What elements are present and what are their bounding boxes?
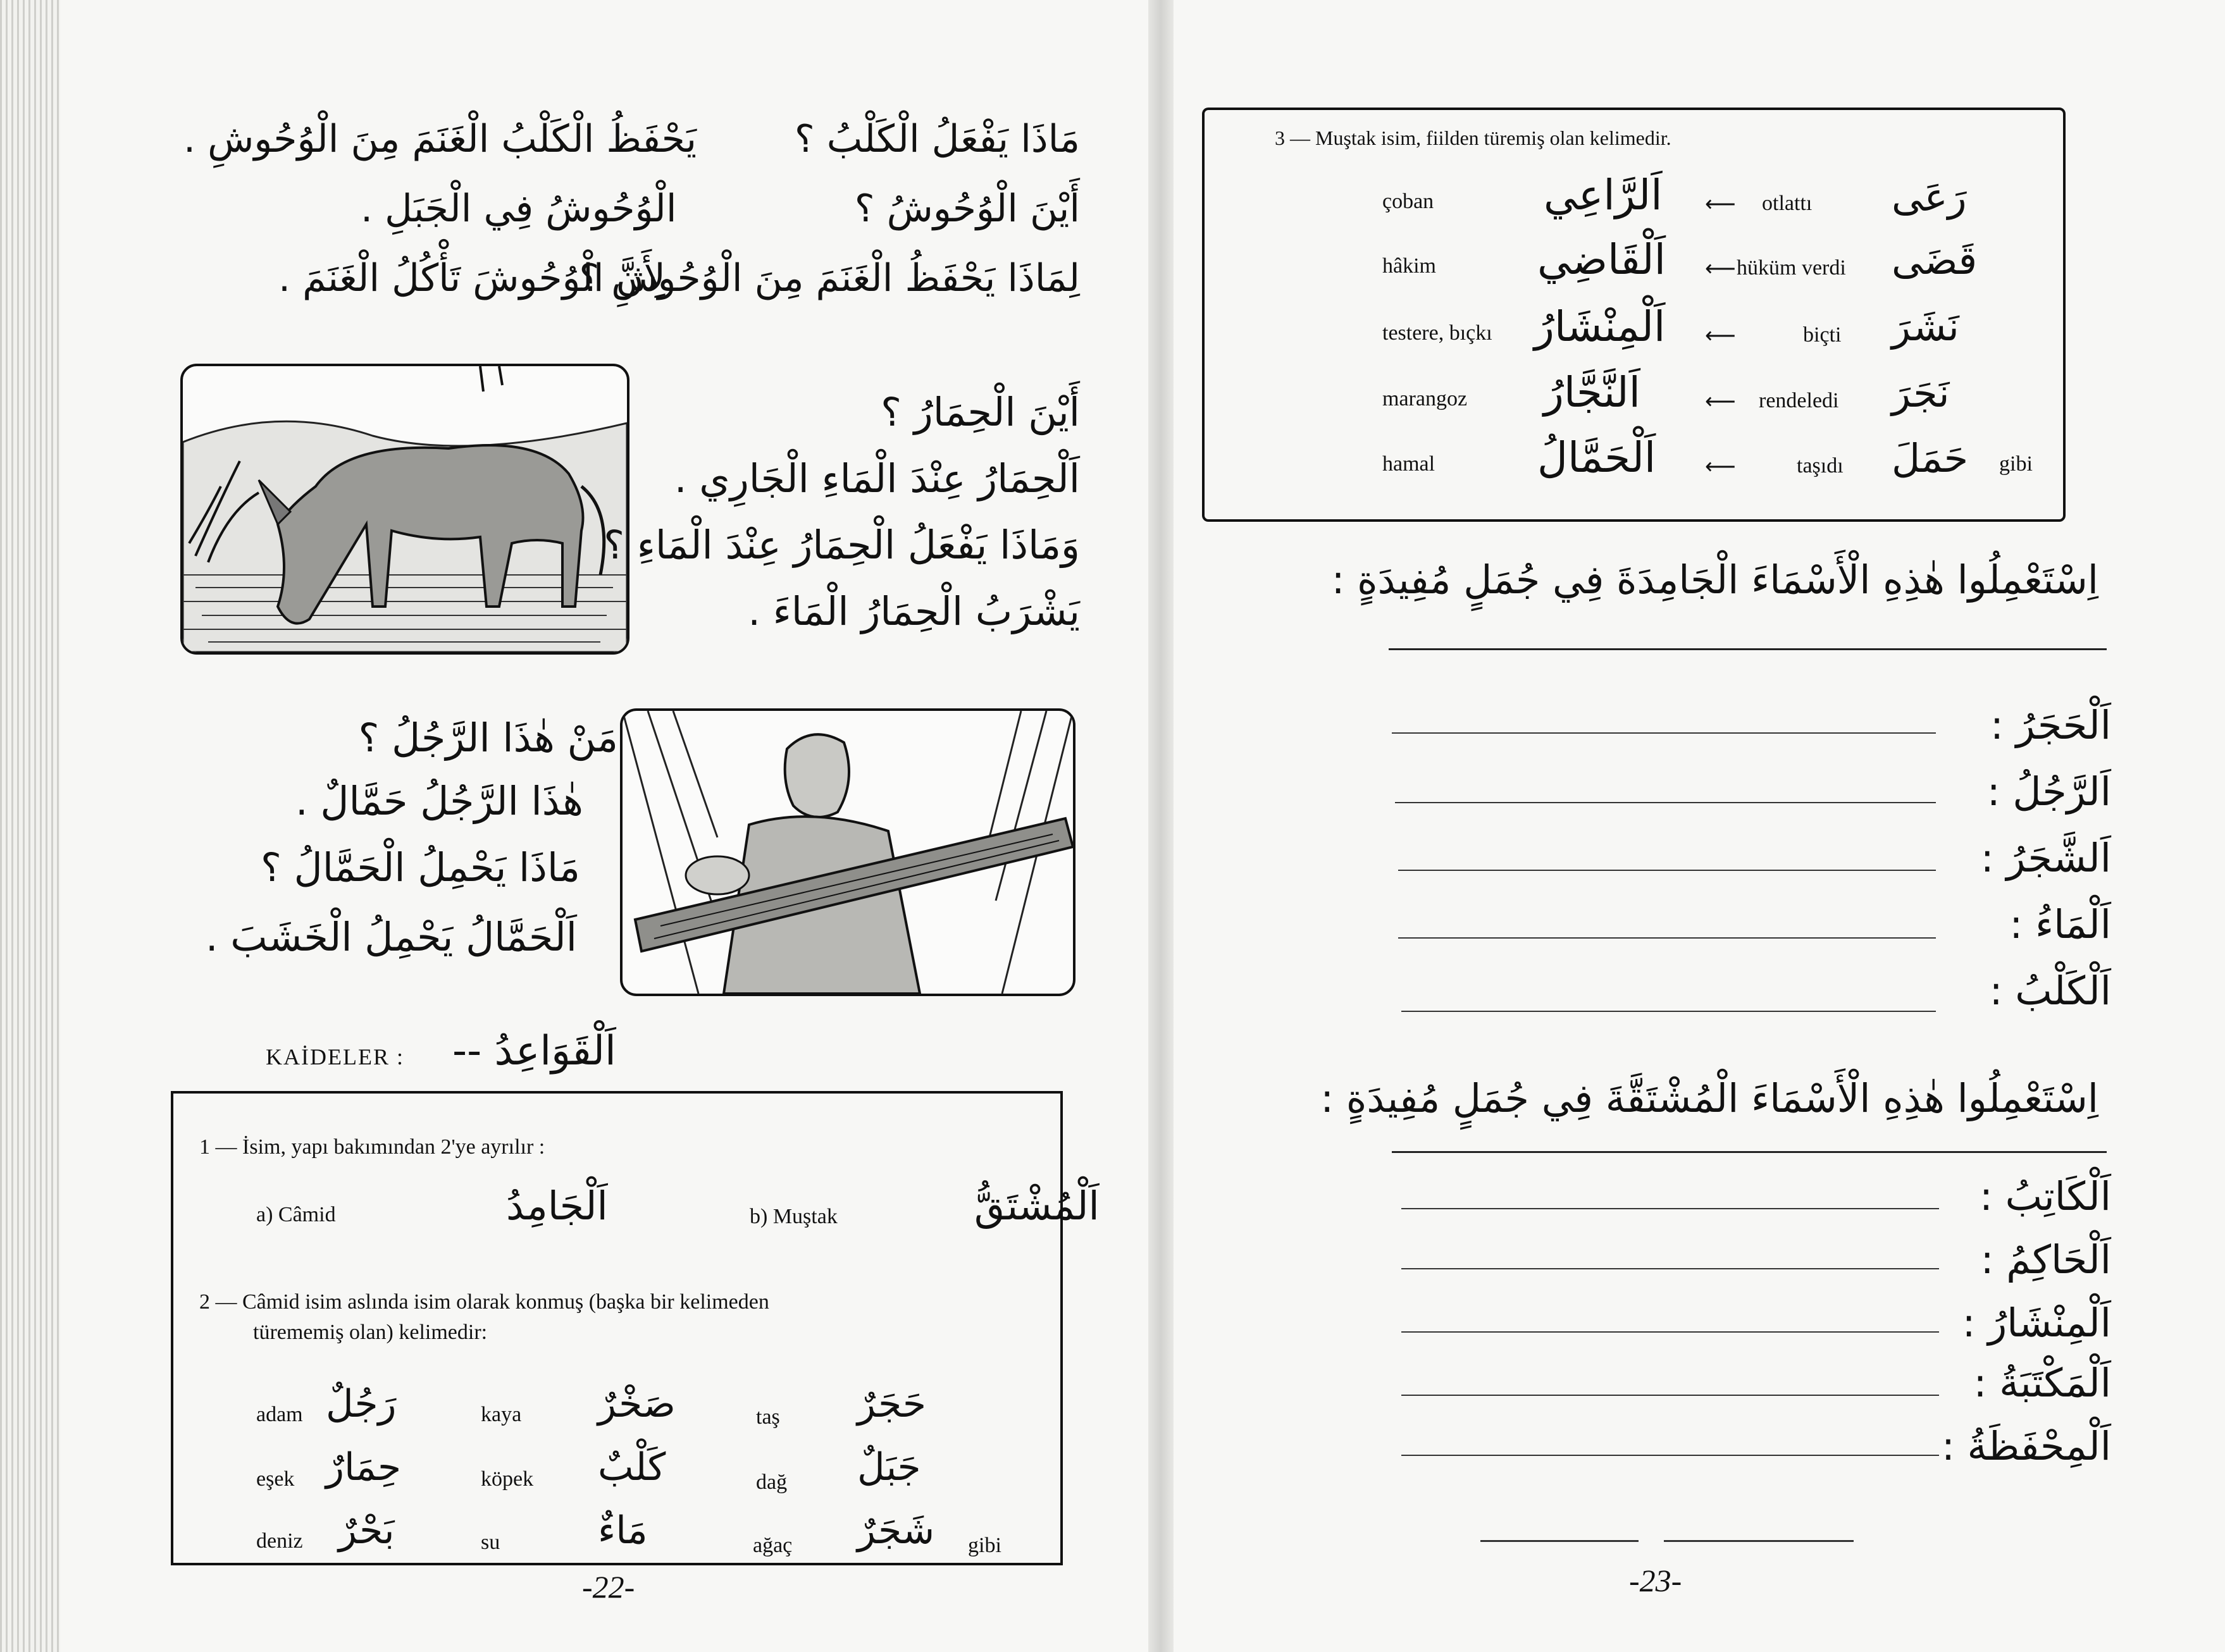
vocab-ar-dag: جَبَلٌ bbox=[857, 1445, 921, 1489]
deriv-arrow-3: ⟵ bbox=[1705, 324, 1736, 348]
ex1-answer-line-4[interactable] bbox=[1398, 937, 1936, 939]
porter-illustration bbox=[620, 708, 1075, 996]
deriv-tr-1: çoban bbox=[1382, 190, 1434, 213]
qa-dog-question-3: لِمَاذَا يَحْفَظُ الْغَنَمَ مِنَ الْوُحُوشِ ؟ bbox=[579, 256, 1080, 300]
vocab-tr-tas: taş bbox=[756, 1405, 780, 1429]
vocab-tr-agac: ağaç bbox=[753, 1534, 793, 1557]
porter-line-2: هٰذَا الرَّجُلُ حَمَّالٌ . bbox=[295, 778, 583, 824]
deriv-noun-4: اَلنَّجَّارُ bbox=[1544, 368, 1640, 417]
qa-dog-answer-2: الْوُحُوشُ فِي الْجَبَلِ . bbox=[361, 187, 677, 231]
footer-rule-right bbox=[1664, 1540, 1854, 1542]
deriv-noun-5: اَلْحَمَّالُ bbox=[1537, 433, 1656, 482]
ex2-answer-line-5[interactable] bbox=[1401, 1455, 1939, 1456]
rule-1-a-label: a) Câmid bbox=[256, 1203, 336, 1226]
ex1-answer-line-5[interactable] bbox=[1401, 1011, 1936, 1012]
donkey-illustration bbox=[180, 364, 629, 655]
deriv-meaning-2: hüküm verdi bbox=[1737, 256, 1846, 280]
vocab-gibi: gibi bbox=[968, 1534, 1001, 1557]
ex1-answer-line-2[interactable] bbox=[1395, 802, 1936, 803]
deriv-meaning-3: biçti bbox=[1803, 323, 1842, 347]
ex2-answer-line-2[interactable] bbox=[1401, 1268, 1939, 1269]
deriv-noun-3: اَلْمِنْشَارُ bbox=[1534, 302, 1666, 351]
ex1-word-3: اَلشَّجَرُ : bbox=[1980, 835, 2111, 881]
rule-3-text: 3 — Muştak isim, fiilden türemiş olan kelimedir. bbox=[1275, 126, 1671, 149]
exercise-1-underline bbox=[1389, 648, 2107, 650]
ex2-word-3: اَلْمِنْشَارُ : bbox=[1962, 1300, 2111, 1346]
ex2-answer-line-4[interactable] bbox=[1401, 1395, 1939, 1396]
ex2-word-1: اَلْكَاتِبُ : bbox=[1980, 1173, 2111, 1219]
porter-line-4: اَلْحَمَّالُ يَحْمِلُ الْخَشَبَ . bbox=[205, 914, 577, 960]
deriv-meaning-4: rendeledi bbox=[1759, 389, 1839, 412]
vocab-ar-kopek: كَلْبٌ bbox=[598, 1445, 666, 1489]
vocab-ar-agac: شَجَرٌ bbox=[857, 1508, 935, 1553]
deriv-verb-4: نَجَرَ bbox=[1892, 370, 1950, 416]
ex1-answer-line-3[interactable] bbox=[1398, 870, 1936, 871]
porter-line-3: مَاذَا يَحْمِلُ الْحَمَّالُ ؟ bbox=[261, 844, 580, 891]
deriv-noun-1: اَلرَّاعِي bbox=[1544, 171, 1663, 219]
vocab-ar-tas: حَجَرٌ bbox=[857, 1382, 926, 1426]
ex1-word-2: اَلرَّجُلُ : bbox=[1986, 768, 2111, 815]
vocab-ar-adam: رَجُلٌ bbox=[326, 1382, 397, 1426]
exercise-2-underline bbox=[1392, 1151, 2107, 1153]
book-gutter bbox=[1148, 0, 1174, 1652]
ex1-answer-line-1[interactable] bbox=[1392, 732, 1936, 734]
ex2-word-2: اَلْحَاكِمُ : bbox=[1980, 1236, 2111, 1283]
deriv-tr-4: marangoz bbox=[1382, 387, 1468, 410]
donkey-line-2: اَلْحِمَارُ عِنْدَ الْمَاءِ الْجَارِي . bbox=[674, 455, 1080, 502]
book-page-edges bbox=[0, 0, 60, 1652]
rule-2-text-line2: türememiş olan) kelimedir: bbox=[253, 1321, 488, 1344]
porter-line-1: مَنْ هٰذَا الرَّجُلُ ؟ bbox=[358, 715, 618, 761]
deriv-gibi: gibi bbox=[1999, 452, 2033, 476]
vocab-tr-dag: dağ bbox=[756, 1470, 788, 1494]
qa-dog-answer-1: يَحْفَظُ الْكَلْبُ الْغَنَمَ مِنَ الْوُحُوشِ . bbox=[183, 117, 697, 161]
deriv-verb-5: حَمَلَ bbox=[1892, 435, 1969, 481]
rule-2-text-line1: 2 — Câmid isim aslında isim olarak konmuş (başka bir kelimeden bbox=[199, 1290, 769, 1314]
deriv-arrow-4: ⟵ bbox=[1705, 390, 1736, 414]
exercise-1-title: اِسْتَعْمِلُوا هٰذِهِ الْأَسْمَاءَ الْجَامِدَةَ فِي جُمَلٍ مُفِيدَةٍ : bbox=[1331, 557, 2098, 603]
vocab-ar-su: مَاءٌ bbox=[598, 1508, 648, 1553]
deriv-meaning-1: otlattı bbox=[1762, 192, 1813, 215]
page-number-right: -23- bbox=[1629, 1563, 1682, 1598]
deriv-arrow-5: ⟵ bbox=[1705, 455, 1736, 479]
donkey-line-3: وَمَاذَا يَفْعَلُ الْحِمَارُ عِنْدَ الْمَاءِ ؟ bbox=[604, 522, 1080, 568]
vocab-ar-esek: حِمَارٌ bbox=[326, 1445, 402, 1489]
vocab-tr-deniz: deniz bbox=[256, 1529, 303, 1553]
vocab-ar-kaya: صَخْرٌ bbox=[598, 1382, 676, 1426]
deriv-tr-5: hamal bbox=[1382, 452, 1435, 476]
qa-dog-answer-3: لِأَنَّ الْوُحُوشَ تَأْكُلُ الْغَنَمَ . bbox=[278, 256, 666, 300]
rule-1-b-label: b) Muştak bbox=[750, 1205, 838, 1228]
deriv-verb-3: نَشَرَ bbox=[1892, 304, 1959, 350]
deriv-meaning-5: taşıdı bbox=[1797, 454, 1844, 478]
rules-arabic-title: اَلْقَوَاعِدُ -- bbox=[452, 1028, 616, 1075]
vocab-tr-adam: adam bbox=[256, 1403, 303, 1426]
deriv-tr-3: testere, bıçkı bbox=[1382, 321, 1492, 345]
page-number-left: -22- bbox=[582, 1569, 635, 1605]
vocab-tr-su: su bbox=[481, 1531, 500, 1554]
ex2-word-4: اَلْمَكْتَبَةُ : bbox=[1973, 1360, 2111, 1406]
ex1-word-5: اَلْكَلْبُ : bbox=[1989, 968, 2111, 1014]
deriv-arrow-2: ⟵ bbox=[1705, 257, 1736, 281]
qa-dog-question-2: أَيْنَ الْوُحُوشُ ؟ bbox=[854, 187, 1080, 231]
deriv-verb-1: رَعَى bbox=[1892, 174, 1967, 220]
footer-rule-left bbox=[1480, 1540, 1639, 1542]
deriv-arrow-1: ⟵ bbox=[1705, 193, 1736, 216]
ex2-answer-line-1[interactable] bbox=[1401, 1208, 1939, 1209]
vocab-tr-esek: eşek bbox=[256, 1467, 295, 1491]
vocab-tr-kopek: köpek bbox=[481, 1467, 534, 1491]
ex2-answer-line-3[interactable] bbox=[1401, 1331, 1939, 1333]
rule-1-b-arabic: اَلْمُشْتَقُّ bbox=[974, 1183, 1100, 1229]
donkey-line-4: يَشْرَبُ الْحِمَارُ الْمَاءَ . bbox=[748, 588, 1080, 634]
exercise-2-title: اِسْتَعْمِلُوا هٰذِهِ الْأَسْمَاءَ الْمُشْتَقَّةَ فِي جُمَلٍ مُفِيدَةٍ : bbox=[1320, 1075, 2098, 1121]
deriv-verb-2: قَضَى bbox=[1892, 237, 1978, 283]
deriv-noun-2: اَلْقَاضِي bbox=[1537, 235, 1666, 284]
vocab-tr-kaya: kaya bbox=[481, 1403, 522, 1426]
rules-label: KAİDELER : bbox=[266, 1044, 404, 1069]
rule-1-text: 1 — İsim, yapı bakımından 2'ye ayrılır : bbox=[199, 1135, 545, 1159]
donkey-line-1: أَيْنَ الْحِمَارُ ؟ bbox=[881, 389, 1080, 435]
rule-1-a-arabic: اَلْجَامِدُ bbox=[506, 1183, 608, 1229]
deriv-tr-2: hâkim bbox=[1382, 254, 1436, 278]
vocab-ar-deniz: بَحْرٌ bbox=[338, 1508, 395, 1553]
ex2-word-5: اَلْمِحْفَظَةُ : bbox=[1941, 1423, 2111, 1469]
ex1-word-4: اَلْمَاءُ : bbox=[2009, 901, 2111, 947]
qa-dog-question-1: مَاذَا يَفْعَلُ الْكَلْبُ ؟ bbox=[794, 117, 1080, 161]
ex1-word-1: اَلْحَجَرُ : bbox=[1990, 702, 2111, 748]
